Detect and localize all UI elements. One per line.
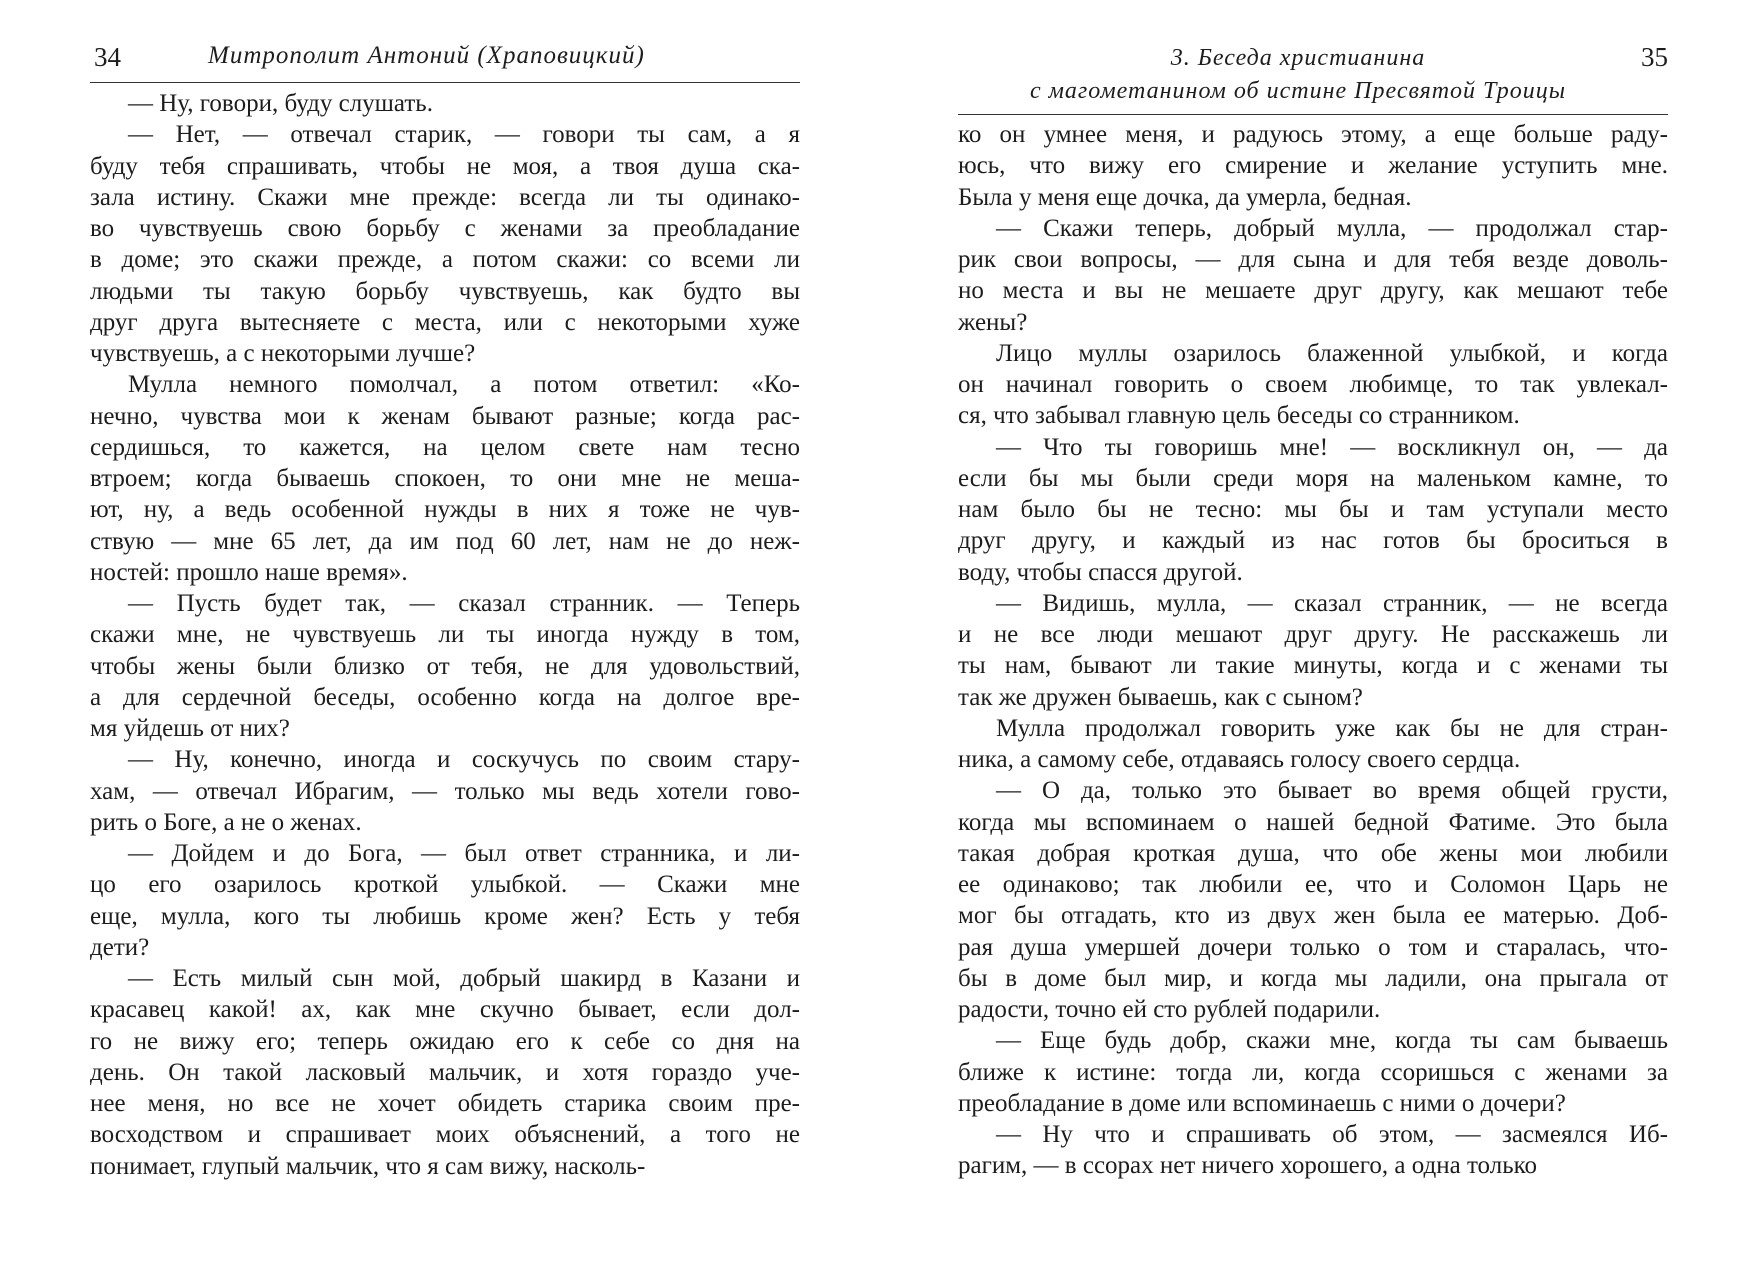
text-line: — Ну, говори, буду слушать. [128,90,433,117]
text-line: но места и вы не мешаете друг другу, как мешают тебе [958,277,1668,305]
text-line: буду тебя спрашивать, чтобы не моя, а твоя душа ска- [90,152,800,180]
text-line: зала истину. Скажи мне прежде: всегда ли ты одинако- [90,183,800,211]
text-line: Мулла продолжал говорить уже как бы не для стран- [996,714,1668,742]
text-line: и не все люди мешают друг другу. Не расскажешь ли [958,621,1668,648]
text-line: нее меня, но все не хочет обидеть старика своим пре- [90,1090,800,1117]
text-line: ствую — мне 65 лет, да им под 60 лет, нам не до неж- [90,527,800,555]
text-line: рагим, — в ссорах нет ничего хорошего, а одна только [958,1152,1537,1180]
text-line: скажи мне, не чувствуешь ли ты иногда нужду в том, [90,621,800,649]
text-line: Лицо муллы озарилось блаженной улыбкой, и когда [996,339,1668,367]
text-line: рая душа умершей дочери только о том и старалась, что- [958,933,1668,961]
text-line: восходством и спрашивает моих объяснений, а того не [90,1121,800,1149]
text-line: день. Он такой ласковый мальчик, и хотя гораздо уче- [90,1058,800,1086]
text-line: хам, — отвечал Ибрагим, — только мы ведь хотели гово- [90,777,800,805]
text-line: а для сердечной беседы, особенно когда на долгое вре- [90,683,800,711]
text-line: воду, чтобы спасся другой. [958,558,1243,586]
right-page-body [958,119,1668,1182]
text-line: такая добрая кроткая душа, что обе жены мои любили [958,839,1668,867]
text-line: ника, а самому себе, отдаваясь голосу своего сердца. [958,746,1521,773]
text-line: ее одинаково; так любили ее, что и Соломон Царь не [958,871,1668,898]
text-line: — О да, только это бывает во время общей грусти, [996,777,1668,805]
page-number: 35 [1641,42,1668,72]
text-line: цо его озарилось кроткой улыбкой. — Скажи мне [90,871,800,899]
text-line: Была у меня еще дочка, да умерла, бедная. [958,183,1412,211]
text-line: ся, что забывал главную цель беседы со странником. [958,402,1520,430]
text-line: нечно, чувства мои к женам бывают разные; когда рас- [90,402,800,430]
text-line: го не вижу его; теперь ожидаю его к себе со дня на [90,1027,800,1055]
left-page-header [90,42,800,83]
text-line: чувствуешь, а с некоторыми лучше? [90,340,476,367]
text-line: — Нет, — отвечал старик, — говори ты сам, а я [128,121,800,149]
text-line: — Ну, конечно, иногда и соскучусь по своим стару- [128,746,800,774]
text-line: — Ну что и спрашивать об этом, — засмеялся Иб- [996,1121,1668,1148]
text-line: бы в доме был мир, и когда мы ладили, она прыгала от [958,964,1668,992]
text-line: ближе к истине: тогда ли, когда ссоришься с женами за [958,1058,1668,1086]
text-line: во чувствуешь свою борьбу с женами за преобладание [90,215,800,242]
text-line: чтобы жены были близко от тебя, не для удовольствий, [90,652,800,680]
text-line: красавец какой! ах, как мне скучно бывает, если дол- [90,996,800,1024]
text-line: — Пусть будет так, — сказал странник. — Теперь [128,590,800,617]
text-line: втроем; когда бываешь спокоен, то они мне не меша- [90,465,800,492]
text-line: в доме; это скажи прежде, а потом скажи: со всеми ли [90,246,800,274]
text-line: друг другу, и каждый из нас готов бы броситься в [958,527,1668,555]
text-line: так же дружен бываешь, как с сыном? [958,683,1363,711]
text-line: мя уйдешь от них? [90,715,290,742]
running-title-line: с магометанином об истине Пресвятой Троицы [1029,78,1567,104]
text-line: рик свои вопросы, — для сына и для тебя везде доволь- [958,246,1668,273]
running-title [998,42,1598,108]
text-line: — Еще будь добр, скажи мне, когда ты сам бываешь [996,1027,1668,1055]
text-line: рить о Боге, а не о женах. [90,808,362,836]
text-line: дети? [90,933,150,961]
text-line: ностей: прошло наше время». [90,558,408,586]
text-line: нам было бы не тесно: мы бы и там уступали место [958,496,1668,523]
text-line: друг друга вытесняете с места, или с некоторыми хуже [90,308,800,336]
text-line: сердишься, то кажется, на целом свете нам тесно [90,433,800,461]
text-line: — Видишь, мулла, — сказал странник, — не всегда [996,589,1668,617]
right-page-header [958,42,1668,115]
page-number: 34 [94,42,121,72]
text-line: ют, ну, а ведь особенной нужды в них я тоже не чув- [90,496,800,524]
text-line: ко он умнее меня, и радуюсь этому, а еще больше раду- [958,121,1668,148]
text-line: — Есть милый сын мой, добрый шакирд в Казани и [128,965,800,992]
text-line: ты нам, бывают ли такие минуты, когда и с женами ты [958,652,1668,680]
text-line: Мулла немного помолчал, а потом ответил: «Ко- [128,371,800,399]
text-line: если бы мы были среди моря на маленьком камне, то [958,464,1668,492]
text-line: мог бы отгадать, кто из двух жен была ее матерью. Доб- [958,902,1668,930]
text-line: — Скажи теперь, добрый мулла, — продолжал стар- [996,214,1668,242]
text-line: еще, мулла, кого ты любишь кроме жен? Есть у тебя [90,902,800,930]
text-line: людьми ты такую борьбу чувствуешь, как будто вы [90,277,800,305]
text-line: когда мы вспоминаем о нашей бедной Фатиме. Это была [958,808,1668,836]
text-line: он начинал говорить о своем любимце, то так увлекал- [958,371,1668,398]
text-line: жены? [958,308,1028,336]
text-line: понимает, глупый мальчик, что я сам вижу, насколь- [90,1152,646,1180]
left-page-body [90,88,800,1182]
text-line: юсь, что вижу его смирение и желание уступить мне. [958,152,1668,180]
running-title-line: 3. Беседа христианина [1170,45,1426,71]
running-title: Митрополит Антоний (Храповицкий) [208,42,645,69]
text-line: — Что ты говоришь мне! — воскликнул он, — да [996,433,1668,461]
text-line: преобладание в доме или вспоминаешь с ними о дочери? [958,1089,1566,1117]
text-line: — Дойдем и до Бога, — был ответ странника, и ли- [128,840,800,867]
text-line: радости, точно ей сто рублей подарили. [958,996,1381,1023]
